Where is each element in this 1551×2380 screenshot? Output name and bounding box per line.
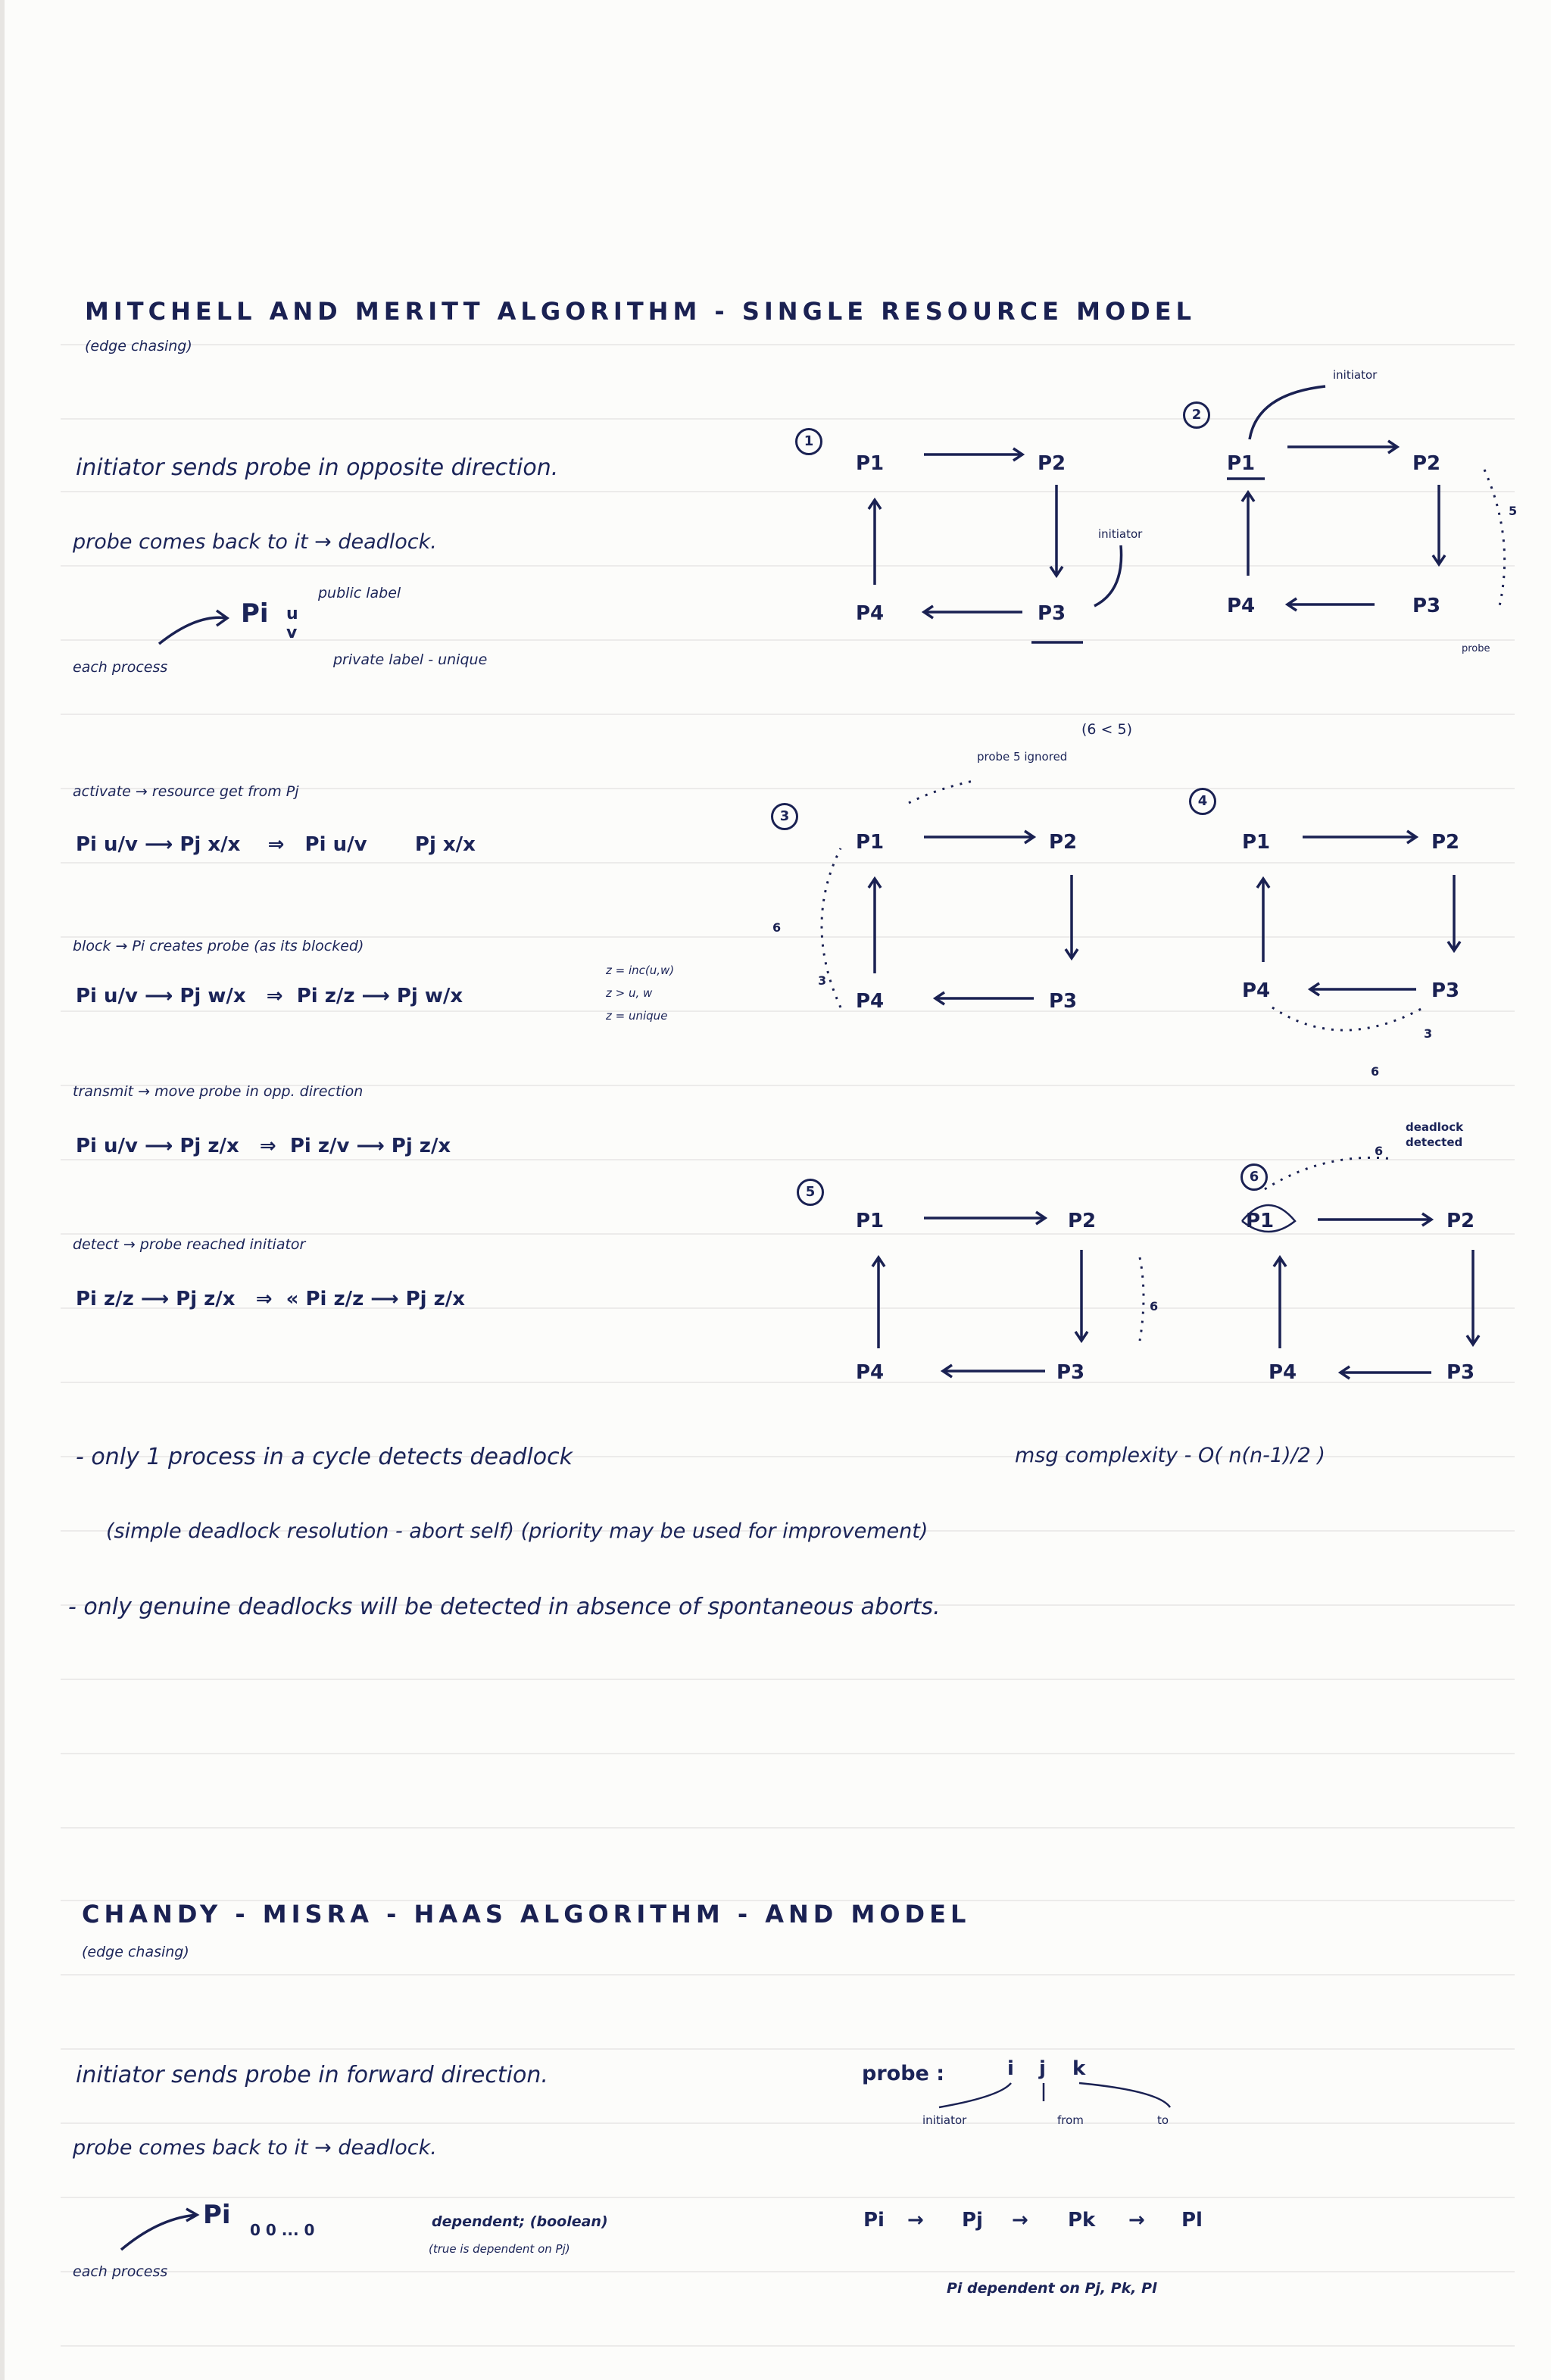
section2-subtitle: (edge chasing): [82, 1944, 189, 1960]
section2-note-deadlock: probe comes back to it → deadlock.: [73, 2136, 437, 2160]
diagram-step-4: [1227, 803, 1545, 1079]
section1-note-deadlock: probe comes back to it → deadlock.: [73, 530, 437, 554]
probe-number-6: 6: [1371, 1064, 1380, 1079]
step-1-badge: 1: [795, 428, 822, 455]
node-p1: P1: [856, 1210, 885, 1232]
chain-node-pl: Pl: [1181, 2209, 1203, 2232]
initiator-note-2: initiator: [1333, 368, 1378, 382]
node-p3: P3: [1431, 979, 1460, 1002]
diagram-step-6: [1242, 1144, 1530, 1416]
detect-expression: Pi z/z ⟶ Pj z/x ⇒ « Pi z/z ⟶ Pj z/x: [76, 1288, 466, 1310]
probe-number-6: 6: [1150, 1299, 1159, 1313]
block-note-line-2: z > u, w: [606, 986, 653, 1000]
probe-desc-from: from: [1057, 2113, 1084, 2127]
node-p3: P3: [1412, 595, 1441, 617]
chain-arrow-3: →: [1128, 2209, 1145, 2232]
node-p3: P3: [1056, 1361, 1085, 1384]
chain-node-pk: Pk: [1068, 2209, 1096, 2232]
node-p2: P2: [1412, 452, 1441, 475]
chain-node-pi: Pi: [863, 2209, 885, 2232]
probe-note: probe: [1462, 643, 1490, 654]
process-zeros: 0 0 ... 0: [250, 2221, 315, 2239]
transmit-expression: Pi u/v ⟶ Pj z/x ⇒ Pi z/v ⟶ Pj z/x: [76, 1135, 451, 1157]
section1-note-initiator: initiator sends probe in opposite direction.: [76, 454, 559, 481]
probe-number-3: 3: [1424, 1026, 1433, 1041]
section1-subtitle: (edge chasing): [85, 338, 192, 355]
node-p1: P1: [1242, 831, 1271, 854]
node-p4: P4: [1227, 595, 1256, 617]
probe-label: probe :: [862, 2062, 945, 2085]
probe-part-j: j: [1039, 2057, 1046, 2080]
probe-number-5: 5: [1509, 504, 1518, 518]
step-2-badge: 2: [1183, 401, 1210, 429]
chain-note: Pi dependent on Pj, Pk, Pl: [947, 2280, 1157, 2297]
each-process-label: each process: [73, 659, 168, 676]
step-3-badge: 3: [771, 803, 798, 830]
diagram-step-2: [1212, 368, 1530, 654]
activate-heading: activate → resource get from Pj: [73, 783, 299, 800]
node-p1: P1: [1246, 1210, 1275, 1232]
public-label-note: public label: [318, 585, 401, 601]
chain-node-pj: Pj: [962, 2209, 983, 2232]
notebook-margin: [0, 0, 5, 2380]
comparison-note: (6 < 5): [1081, 721, 1133, 738]
node-p2: P2: [1431, 831, 1460, 854]
probe-part-i: i: [1007, 2057, 1014, 2080]
transmit-heading: transmit → move probe in opp. direction: [73, 1083, 364, 1100]
block-note-line-1: z = inc(u,w): [606, 964, 675, 977]
probe-part-k: k: [1072, 2057, 1086, 2080]
probe-desc-initiator: initiator: [922, 2113, 967, 2127]
step-4-badge: 4: [1189, 788, 1216, 815]
section2-note-initiator: initiator sends probe in forward direction.: [76, 2062, 548, 2088]
probe-number-3: 3: [818, 973, 827, 988]
block-heading: block → Pi creates probe (as its blocked): [73, 938, 364, 954]
node-p1: P1: [856, 452, 885, 475]
chain-arrow-2: →: [1012, 2209, 1028, 2232]
node-p3: P3: [1446, 1361, 1475, 1384]
block-expression: Pi u/v ⟶ Pj w/x ⇒ Pi z/z ⟶ Pj w/x: [76, 985, 463, 1007]
probe-ignored-note: probe 5 ignored: [977, 750, 1068, 764]
node-p2: P2: [1038, 452, 1066, 475]
bullet-genuine-deadlocks: - only genuine deadlocks will be detected in absence of spontaneous aborts.: [68, 1594, 941, 1620]
msg-complexity: msg complexity - O( n(n-1)/2 ): [1015, 1444, 1325, 1467]
dependent-sub-note: (true is dependent on Pj): [429, 2242, 570, 2256]
node-p4: P4: [1242, 979, 1271, 1002]
private-label-note: private label - unique: [333, 651, 488, 668]
process-pi: Pi: [241, 598, 269, 629]
process-pointer-arrow-2: [114, 2203, 212, 2256]
node-p4: P4: [856, 1361, 885, 1384]
block-note-line-3: z = unique: [606, 1009, 668, 1023]
bullet-one-process: - only 1 process in a cycle detects deadlock: [76, 1444, 573, 1470]
diagram-step-1: [833, 424, 1151, 651]
section1-title: MITCHELL AND MERITT ALGORITHM - SINGLE RESOURCE MODEL: [85, 297, 1196, 326]
node-p2: P2: [1068, 1210, 1097, 1232]
activate-expression: Pi u/v ⟶ Pj x/x ⇒ Pi u/v Pj x/x: [76, 833, 476, 856]
label-fraction-uv: u v: [286, 604, 298, 642]
diagram-step-3: [772, 803, 1151, 1030]
dependent-note: dependent; (boolean): [432, 2213, 608, 2230]
node-p4: P4: [1269, 1361, 1297, 1384]
block-note: [606, 959, 674, 1027]
probe-number-6: 6: [1375, 1144, 1384, 1158]
node-p4: P4: [856, 602, 885, 625]
step-6-badge: 6: [1240, 1163, 1268, 1191]
node-p1: P1: [1227, 452, 1256, 475]
node-p3: P3: [1049, 990, 1078, 1013]
node-p2: P2: [1446, 1210, 1475, 1232]
each-process-label-2: each process: [73, 2263, 168, 2280]
node-p1: P1: [856, 831, 885, 854]
detect-heading: detect → probe reached initiator: [73, 1236, 306, 1253]
node-p3: P3: [1038, 602, 1066, 625]
diagram-step-5: [833, 1189, 1159, 1416]
step-5-badge: 5: [797, 1179, 824, 1206]
probe-desc-to: to: [1157, 2113, 1169, 2127]
node-p2: P2: [1049, 831, 1078, 854]
section2-title: CHANDY - MISRA - HAAS ALGORITHM - AND MODEL: [82, 1900, 971, 1929]
node-p4: P4: [856, 990, 885, 1013]
process-pi-2: Pi: [203, 2200, 231, 2230]
deadlock-detected-note: deadlock detected: [1406, 1120, 1464, 1149]
probe-number-6: 6: [772, 920, 782, 935]
resolution-note: (simple deadlock resolution - abort self) (priority may be used for improvement): [106, 1520, 928, 1543]
initiator-note-1: initiator: [1098, 527, 1143, 541]
process-pointer-arrow: [151, 598, 159, 606]
chain-arrow-1: →: [907, 2209, 924, 2232]
